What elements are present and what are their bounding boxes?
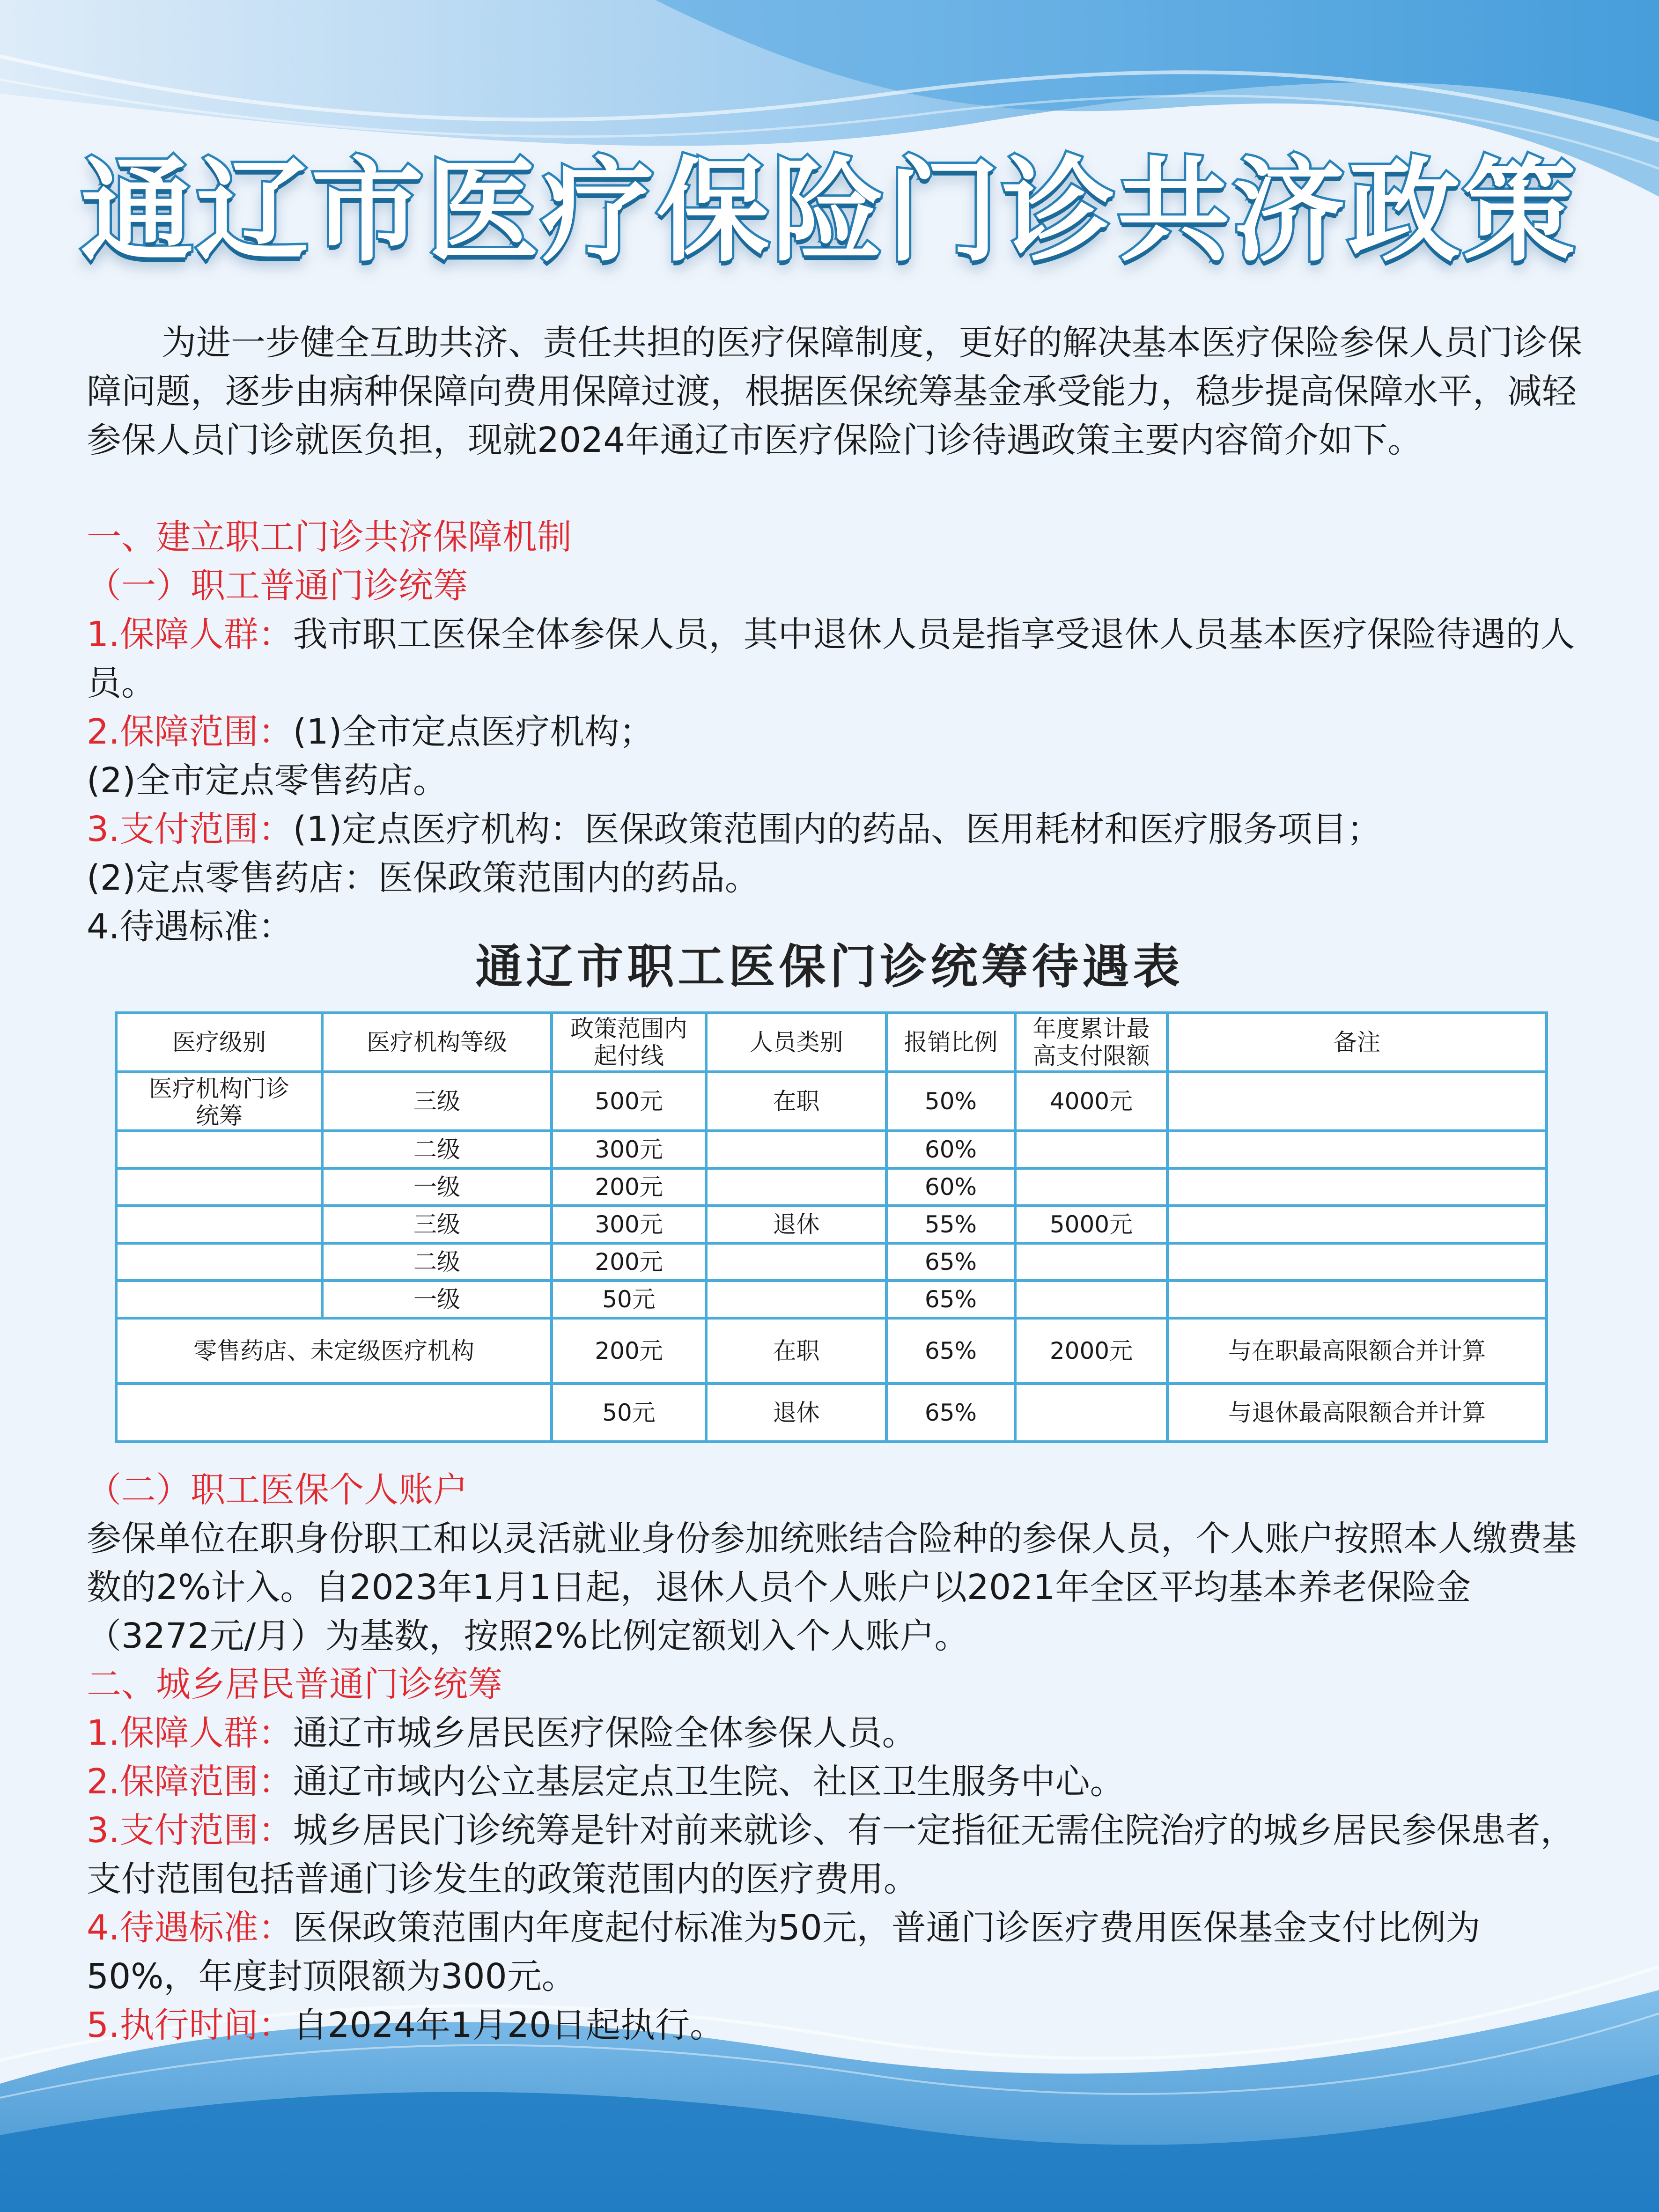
table-cell: 200元	[552, 1243, 706, 1281]
table-cell: 与在职最高限额合并计算	[1167, 1318, 1547, 1384]
table-cell	[706, 1131, 886, 1168]
table-cell: 一级	[322, 1168, 552, 1206]
table-cell	[706, 1281, 886, 1318]
item-text: 城乡居民门诊统筹是针对前来就诊、有一定指征无需住院治疗的城乡居民参保患者，支付范围包括普通门诊发生的政策范围内的医疗费用。	[87, 1810, 1575, 1899]
item-text: 通辽市城乡居民医疗保险全体参保人员。	[293, 1713, 917, 1753]
item-label: 3.支付范围：	[87, 1810, 293, 1851]
table-cell: 与退休最高限额合并计算	[1167, 1384, 1547, 1442]
table-cell: 65%	[886, 1243, 1015, 1281]
table-cell: 退休	[706, 1206, 886, 1243]
table-cell: 4000元	[1015, 1072, 1167, 1131]
table-row	[116, 1384, 1547, 1442]
section-1-item-2	[87, 708, 1585, 756]
table-cell: 50元	[552, 1384, 706, 1442]
table-cell	[1015, 1384, 1167, 1442]
table-cell: 300元	[552, 1131, 706, 1168]
table-cell	[1167, 1131, 1547, 1168]
table-cell	[116, 1131, 322, 1168]
table-header-cell: 医疗级别	[116, 1013, 322, 1072]
item-label: 4.待遇标准：	[87, 1908, 293, 1948]
table-cell: 500元	[552, 1072, 706, 1131]
table-cell: 二级	[322, 1131, 552, 1168]
table-cell	[1167, 1243, 1547, 1281]
item-text: 医保政策范围内年度起付标准为50元，普通门诊医疗费用医保基金支付比例为50%，年度封顶限额为300元。	[87, 1908, 1481, 1997]
table-cell: 三级	[322, 1072, 552, 1131]
item-text: 我市职工医保全体参保人员，其中退休人员是指享受退休人员基本医疗保险待遇的人员。	[87, 614, 1575, 703]
table-row	[116, 1243, 1547, 1281]
table-header-cell: 备注	[1167, 1013, 1547, 1072]
table-header-cell: 政策范围内 起付线	[552, 1013, 706, 1072]
table-cell: 200元	[552, 1318, 706, 1384]
item-label: 1.保障人群：	[87, 1713, 293, 1753]
table-cell: 65%	[886, 1318, 1015, 1384]
table-header-row	[116, 1013, 1547, 1072]
item-text: (1)定点医疗机构：医保政策范围内的药品、医用耗材和医疗服务项目；	[293, 809, 1382, 849]
item-label: 2.保障范围：	[87, 712, 293, 752]
table-cell: 60%	[886, 1131, 1015, 1168]
table-cell: 在职	[706, 1072, 886, 1131]
table-title: 通辽市职工医保门诊统筹待遇表	[475, 939, 1184, 994]
table-cell: 65%	[886, 1281, 1015, 1318]
item-label: 3.支付范围：	[87, 809, 293, 849]
table-cell	[116, 1168, 322, 1206]
intro-block	[87, 318, 1585, 465]
benefit-table	[115, 1011, 1548, 1443]
table-cell	[1167, 1281, 1547, 1318]
table-row	[116, 1318, 1547, 1384]
section-1	[87, 513, 1585, 951]
table-cell: 退休	[706, 1384, 886, 1442]
section-1-item-1	[87, 610, 1585, 708]
item-label: 5.执行时间：	[87, 2005, 293, 2045]
table-cell: 300元	[552, 1206, 706, 1243]
table-cell	[116, 1206, 322, 1243]
section-1-part-2	[87, 1466, 1585, 1660]
table-cell	[1015, 1281, 1167, 1318]
section-2-item-4	[87, 1903, 1585, 2001]
section-1-sub1-heading: （一）职工普通门诊统筹	[87, 566, 468, 606]
section-2-item-5	[87, 2001, 1585, 2050]
table-cell: 二级	[322, 1243, 552, 1281]
table-cell	[116, 1384, 552, 1442]
table-cell: 2000元	[1015, 1318, 1167, 1384]
item-text: (1)全市定点医疗机构；	[293, 712, 654, 752]
poster-title: 通辽市医疗保险门诊共济政策	[81, 145, 1578, 277]
section-1-sub2-text: 参保单位在职身份职工和以灵活就业身份参加统账结合险种的参保人员，个人账户按照本人缴费基数的2%计入。自2023年1月1日起，退休人员个人账户以2021年全区平均基本养老保险金（3272元/月）为基数，按照2%比例定额划入个人账户。	[87, 1519, 1577, 1656]
section-1-item-4-label: 4.待遇标准：	[87, 907, 293, 947]
table-row	[116, 1206, 1547, 1243]
table-row	[116, 1072, 1547, 1131]
table-cell: 在职	[706, 1318, 886, 1384]
table-cell: 55%	[886, 1206, 1015, 1243]
table-cell	[1015, 1168, 1167, 1206]
table-header-cell: 医疗机构等级	[322, 1013, 552, 1072]
table-cell	[1167, 1072, 1547, 1131]
item-label: 2.保障范围：	[87, 1762, 293, 1802]
table-cell	[1167, 1206, 1547, 1243]
table-cell	[1167, 1168, 1547, 1206]
table-cell: 65%	[886, 1384, 1015, 1442]
table-cell: 5000元	[1015, 1206, 1167, 1243]
section-2-heading: 二、城乡居民普通门诊统筹	[87, 1664, 502, 1704]
table-row	[116, 1281, 1547, 1318]
table-cell	[116, 1243, 322, 1281]
section-1-sub2-heading: （二）职工医保个人账户	[87, 1470, 468, 1510]
section-2-item-3	[87, 1806, 1585, 1903]
table-cell	[1015, 1131, 1167, 1168]
section-1-heading: 一、建立职工门诊共济保障机制	[87, 517, 572, 557]
table-row	[116, 1168, 1547, 1206]
table-cell: 50元	[552, 1281, 706, 1318]
table-cell: 一级	[322, 1281, 552, 1318]
table-cell: 医疗机构门诊 统筹	[116, 1072, 322, 1131]
item-text: 自2024年1月20日起执行。	[293, 2005, 725, 2045]
table-cell	[1015, 1243, 1167, 1281]
table-cell	[706, 1243, 886, 1281]
table-cell: 60%	[886, 1168, 1015, 1206]
section-2	[87, 1660, 1585, 2050]
table-header-cell: 人员类别	[706, 1013, 886, 1072]
item-label: 1.保障人群：	[87, 614, 293, 655]
table-cell: 三级	[322, 1206, 552, 1243]
table-row	[116, 1131, 1547, 1168]
section-1-item-3	[87, 805, 1585, 854]
intro-paragraph: 为进一步健全互助共济、责任共担的医疗保障制度，更好的解决基本医疗保险参保人员门诊保障问题，逐步由病种保障向费用保障过渡，根据医保统筹基金承受能力，稳步提高保障水平，减轻参保人员门诊就医负担，现就2024年通辽市医疗保险门诊待遇政策主要内容简介如下。	[87, 323, 1582, 460]
table-cell: 零售药店、未定级医疗机构	[116, 1318, 552, 1384]
table-cell: 200元	[552, 1168, 706, 1206]
section-2-item-2	[87, 1757, 1585, 1806]
table-header-cell: 报销比例	[886, 1013, 1015, 1072]
section-2-item-1	[87, 1709, 1585, 1757]
section-1-item-2-line-2: (2)全市定点零售药店。	[87, 760, 448, 801]
table-header-cell: 年度累计最 高支付限额	[1015, 1013, 1167, 1072]
table-cell: 50%	[886, 1072, 1015, 1131]
section-1-item-3-line-2: (2)定点零售药店：医保政策范围内的药品。	[87, 858, 759, 898]
item-text: 通辽市域内公立基层定点卫生院、社区卫生服务中心。	[293, 1762, 1125, 1802]
table-cell	[116, 1281, 322, 1318]
table-cell	[706, 1168, 886, 1206]
